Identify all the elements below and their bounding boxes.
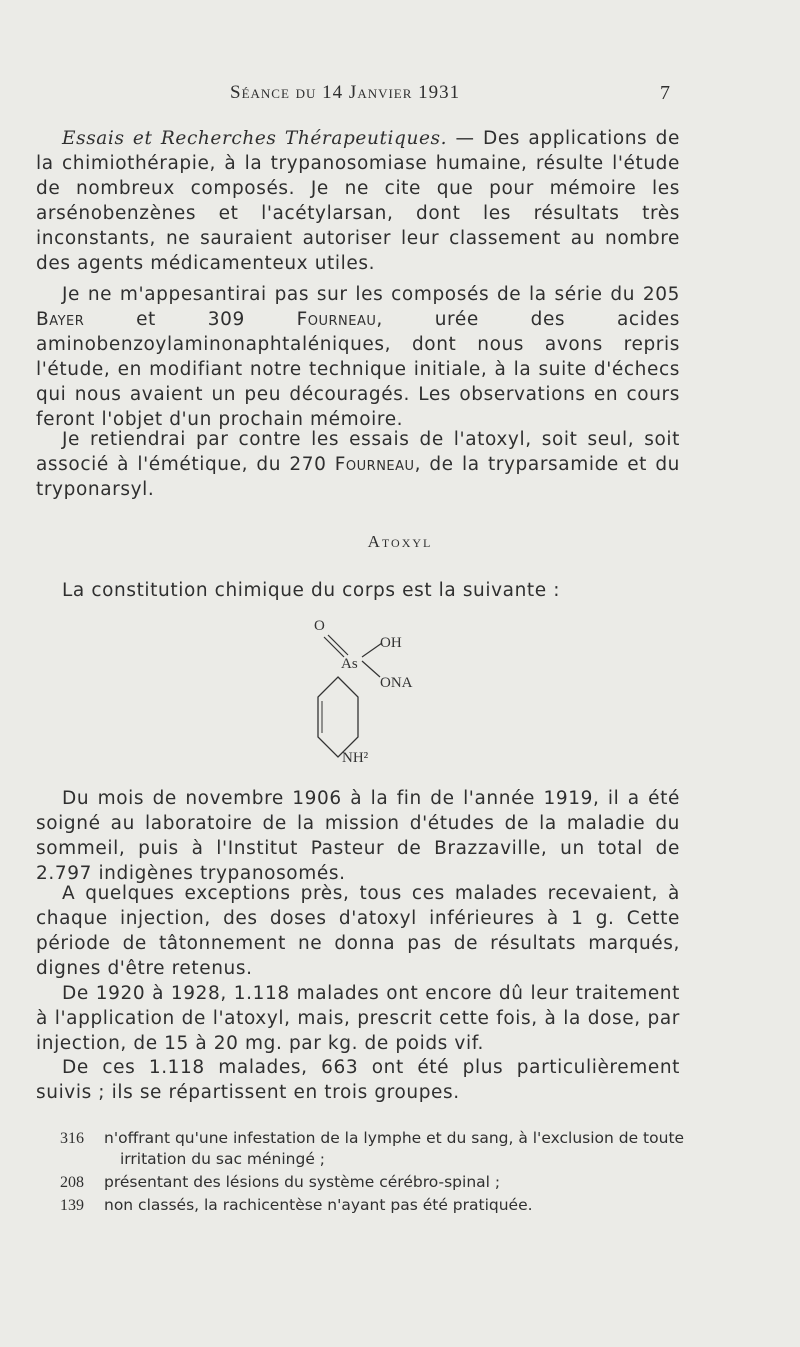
chemical-formula-atoxyl [300,615,460,775]
author-fourneau: Fourneau [296,309,377,330]
author-bayer: Bayer [36,309,85,330]
formula-bond-oh [362,643,382,657]
group-count: 316 [60,1130,84,1147]
formula-hydroxyl: OH [380,635,402,651]
patient-groups-list [60,1128,700,1218]
paragraph-7: De 1920 à 1928, 1.118 malades ont encore dû leur traitement à l'application de l'atoxyl, mais, prescrit cette fois, à la dose, par injection, de 15 à 20 mg. par kg. de poids vif. [36,983,680,1054]
section-title: Atoxyl [367,532,433,551]
formula-diagram [300,615,460,775]
paragraph-2-text-b: et 309 [84,309,297,330]
page-number: 7 [660,82,670,104]
formula-ona: ONA [380,675,413,691]
formula-arsenic: As [341,656,358,672]
paragraph-3-text-a: Je retiendrai par contre les essais de l'atoxyl, soit seul, soit associé à l'émétique, du 270 [36,429,680,475]
paragraph-2 [36,282,680,432]
paragraph-4: La constitution chimique du corps est la suivante : [62,580,561,601]
formula-bond-ona [362,661,380,677]
group-count: 139 [60,1197,84,1214]
paragraph-2-text-c: , urée des acides aminobenzoylaminonaphtaléniques, dont nous avons repris l'étude, en modifiant notre technique initiale, à la suite d'échecs qui nous avaient un peu découragés. Les observations en cours feront l'objet d'un prochain mémoire. [36,309,680,430]
formula-double-bond-b [328,635,348,655]
formula-double-bond-a [324,637,344,657]
paragraph-2-text-a: Je ne m'appesantirai pas sur les composés de la série du 205 [62,284,680,305]
paragraph-6: A quelques exceptions près, tous ces malades recevaient, à chaque injection, des doses d'atoxyl inférieures à 1 g. Cette période de tâtonnement ne donna pas de résultats marqués, dignes d'être retenus. [36,883,680,979]
formula-oxygen: O [314,618,325,634]
paragraph-3-text-b: , de la tryparsamide et du tryponarsyl. [36,454,680,500]
author-fourneau-2: Fourneau [334,454,415,475]
running-header [0,82,800,106]
paragraph-3 [36,427,680,502]
group-count: 208 [60,1174,84,1191]
list-item [60,1128,700,1170]
paragraph-1-heading: Essais et Recherches Thérapeutiques. [62,128,448,149]
list-item [60,1172,700,1193]
paragraph-8: De ces 1.118 malades, 663 ont été plus particulièrement suivis ; ils se répartissent en trois groupes. [36,1057,680,1103]
formula-benzene-ring [318,677,358,757]
paragraph-5: Du mois de novembre 1906 à la fin de l'année 1919, il a été soigné au laboratoire de la mission d'études de la maladie du sommeil, puis à l'Institut Pasteur de Brazzaville, un total de 2.797 indigènes trypanosomés. [36,788,680,884]
header-title: Séance du 14 Janvier 1931 [230,82,461,103]
formula-amine: NH² [342,750,369,766]
group-description: n'offrant qu'une infestation de la lymphe et du sang, à l'exclusion de toute irritation du sac méningé ; [104,1129,685,1168]
paragraph-1-text: — Des applications de la chimiothérapie, à la trypanosomiase humaine, résulte l'étude de nombreux composés. Je ne cite que pour mémoire les arsénobenzènes et l'acétylarsan, dont les résultats très inconstants, ne sauraient autoriser leur classement au nombre des agents médicamenteux utiles. [36,128,680,274]
group-description: présentant des lésions du système cérébro-spinal ; [104,1173,501,1191]
paragraph-1 [36,126,680,276]
group-description: non classés, la rachicentèse n'ayant pas été pratiquée. [104,1196,533,1214]
list-item [60,1195,700,1216]
